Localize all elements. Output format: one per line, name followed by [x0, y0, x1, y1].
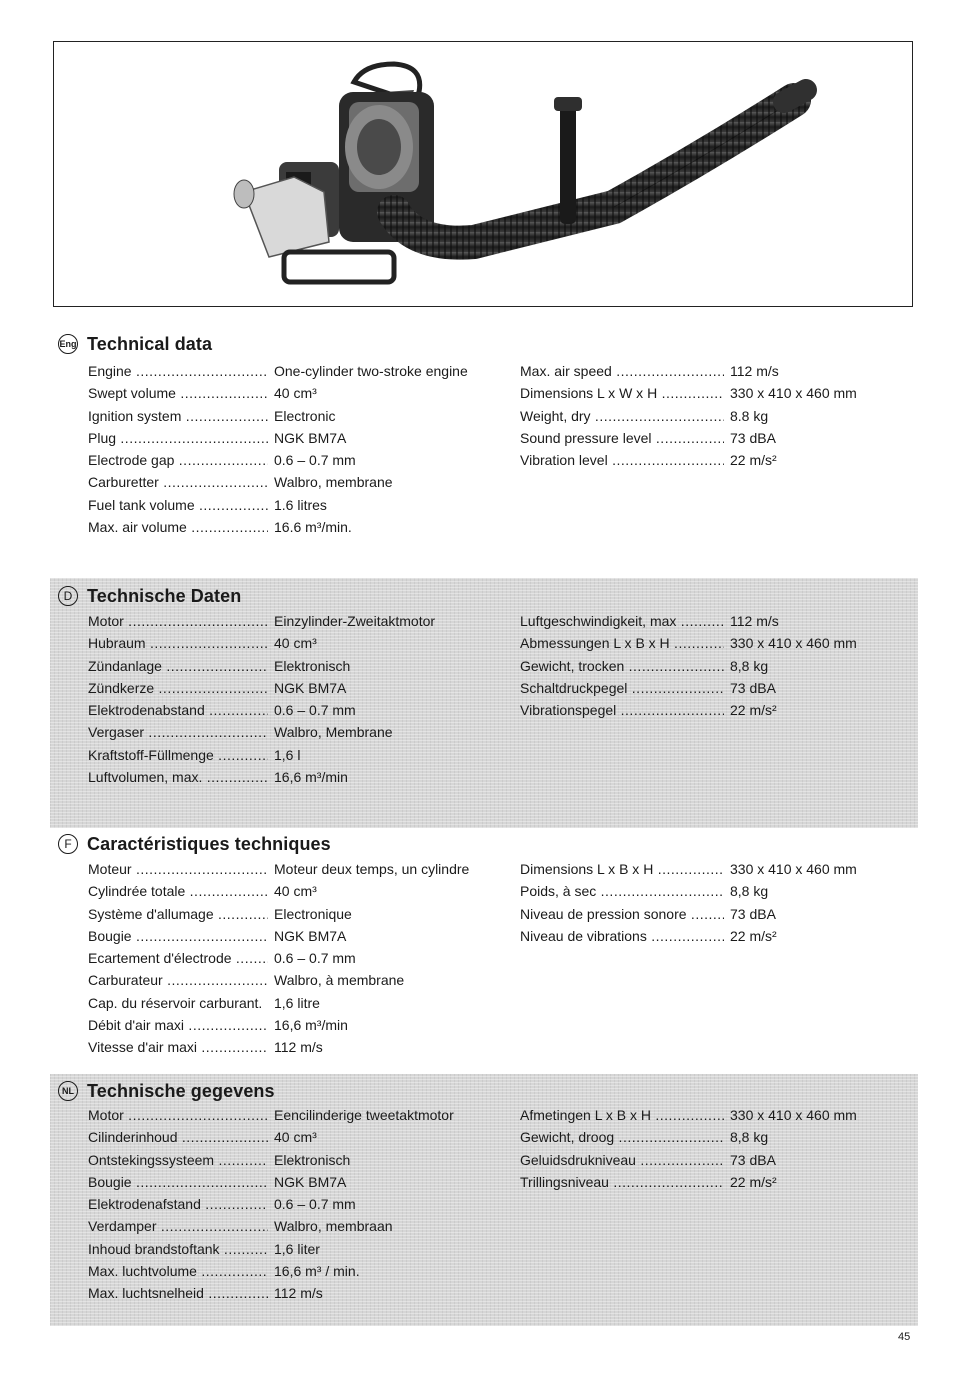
spec-label: Ignition system ..... — [88, 405, 268, 427]
spec-value: 1,6 liter — [274, 1240, 320, 1257]
spec-row — [88, 360, 488, 382]
spec-value: Moteur deux temps, un cylindre — [274, 861, 470, 877]
spec-column-left — [88, 610, 488, 788]
spec-label: Sound pressure level ..... — [520, 427, 724, 449]
spec-column-left — [88, 1104, 488, 1305]
spec-value: 73 dBA — [730, 1151, 776, 1168]
spec-row — [88, 858, 488, 880]
spec-value: 330 x 410 x 460 mm — [730, 861, 857, 877]
section-heading — [58, 1079, 275, 1103]
spec-row — [88, 969, 488, 991]
spec-value: 330 x 410 x 460 mm — [730, 635, 857, 652]
spec-row — [88, 471, 488, 493]
spec-row — [520, 677, 918, 699]
spec-value: NGK BM7A — [274, 1173, 347, 1190]
spec-value: 0.6 – 0.7 mm — [274, 950, 356, 967]
spec-row — [88, 1126, 488, 1148]
spec-label: Dimensions L x B x H ..... — [520, 858, 724, 880]
language-badge-icon: F — [58, 834, 78, 854]
spec-value: 16,6 m³/min — [274, 769, 348, 786]
spec-label: Ontstekingssysteem ..... — [88, 1149, 268, 1171]
spec-row — [88, 721, 488, 743]
spec-value: Walbro, à membrane — [274, 972, 405, 989]
spec-value: Elektronisch — [274, 657, 351, 674]
spec-label: Max. air volume ..... — [88, 516, 268, 538]
spec-row — [88, 947, 488, 969]
language-badge-icon: D — [58, 586, 78, 606]
spec-row — [88, 992, 488, 1014]
spec-row — [520, 858, 918, 880]
spec-label: Motor ..... — [88, 610, 268, 632]
spec-label: Vergaser ..... — [88, 721, 268, 743]
spec-value: 40 cm³ — [274, 385, 317, 402]
spec-value: Elektronisch — [274, 1151, 351, 1168]
spec-value: 1,6 l — [274, 746, 301, 763]
spec-label: Fuel tank volume ..... — [88, 494, 268, 516]
spec-row — [520, 632, 918, 654]
spec-row — [88, 405, 488, 427]
spec-label: Gewicht, trocken ..... — [520, 655, 724, 677]
spec-row — [88, 903, 488, 925]
spec-row — [520, 382, 918, 404]
spec-row — [88, 449, 488, 471]
spec-label: Vibration level ..... — [520, 449, 724, 471]
spec-value: 112 m/s — [274, 1285, 323, 1302]
spec-value: 40 cm³ — [274, 883, 317, 900]
spec-label: Zündkerze ..... — [88, 677, 268, 699]
spec-value: 73 dBA — [730, 429, 776, 446]
spec-value: 16,6 m³/min — [274, 1017, 348, 1034]
spec-label: Engine ..... — [88, 360, 268, 382]
spec-row — [520, 405, 918, 427]
spec-row — [520, 880, 918, 902]
spec-label: Vitesse d'air maxi ..... — [88, 1036, 268, 1058]
spec-label: Luftgeschwindigkeit, max ..... — [520, 610, 724, 632]
spec-value: 330 x 410 x 460 mm — [730, 1107, 857, 1123]
spec-column-right — [520, 610, 918, 721]
spec-label: Dimensions L x W x H ..... — [520, 382, 724, 404]
spec-label: Hubraum ..... — [88, 632, 268, 654]
spec-row — [520, 699, 918, 721]
spec-value: 0.6 – 0.7 mm — [274, 452, 356, 469]
spec-label: Carburetter ..... — [88, 471, 268, 493]
spec-row — [88, 382, 488, 404]
spec-value: NGK BM7A — [274, 679, 347, 696]
language-badge-icon: NL — [58, 1081, 78, 1101]
spec-label: Abmessungen L x B x H ..... — [520, 632, 724, 654]
spec-label: Luftvolumen, max. ..... — [88, 766, 268, 788]
spec-value: 16.6 m³/min. — [274, 519, 352, 536]
spec-row — [520, 360, 918, 382]
spec-label: Max. luchtvolume ..... — [88, 1260, 268, 1282]
spec-row — [88, 1238, 488, 1260]
spec-value: NGK BM7A — [274, 429, 347, 446]
leaf-blower-illustration — [54, 42, 912, 306]
spec-label: Motor ..... — [88, 1104, 268, 1126]
spec-row — [88, 1149, 488, 1171]
section-heading — [58, 332, 212, 356]
spec-row — [88, 925, 488, 947]
section-title: Technische Daten — [87, 585, 242, 606]
spec-value: 112 m/s — [730, 613, 779, 629]
spec-row — [88, 1260, 488, 1282]
spec-label: Débit d'air maxi ..... — [88, 1014, 268, 1036]
spec-label: Electrode gap ..... — [88, 449, 268, 471]
product-photo-frame — [53, 41, 913, 307]
spec-label: Bougie ..... — [88, 925, 268, 947]
spec-value: Walbro, membraan — [274, 1218, 393, 1235]
spec-value: 22 m/s² — [730, 702, 777, 719]
spec-column-left — [88, 858, 488, 1059]
spec-column-right — [520, 360, 918, 471]
spec-row — [520, 1104, 918, 1126]
spec-column-left — [88, 360, 488, 538]
spec-label: Niveau de pression sonore ..... — [520, 903, 724, 925]
spec-row — [88, 427, 488, 449]
spec-label: Système d'allumage ..... — [88, 903, 268, 925]
section-title: Technical data — [87, 333, 213, 354]
spec-row — [520, 655, 918, 677]
spec-label: Schaltdruckpegel ..... — [520, 677, 724, 699]
spec-row — [88, 699, 488, 721]
spec-row — [520, 1149, 918, 1171]
spec-value: 1,6 litre — [274, 994, 320, 1011]
spec-value: 0.6 – 0.7 mm — [274, 1196, 356, 1213]
spec-label: Gewicht, droog ..... — [520, 1126, 724, 1148]
spec-label: Verdamper ..... — [88, 1215, 268, 1237]
spec-value: 8,8 kg — [730, 1129, 769, 1146]
spec-value: 8,8 kg — [730, 657, 769, 674]
spec-value: Electronic — [274, 407, 336, 424]
spec-label: Carburateur ..... — [88, 969, 268, 991]
spec-value: 16,6 m³ / min. — [274, 1263, 360, 1280]
spec-value: 0.6 – 0.7 mm — [274, 702, 356, 719]
spec-value: 40 cm³ — [274, 635, 317, 652]
spec-row — [88, 516, 488, 538]
spec-value: Electronique — [274, 905, 352, 922]
spec-value: 22 m/s² — [730, 452, 777, 469]
spec-label: Poids, à sec ..... — [520, 880, 724, 902]
spec-label: Zündanlage ..... — [88, 655, 268, 677]
spec-label: Vibrationspegel ..... — [520, 699, 724, 721]
spec-row — [88, 1171, 488, 1193]
spec-label: Elektrodenafstand ..... — [88, 1193, 268, 1215]
section-dutch — [50, 1074, 918, 1326]
spec-label: Ecartement d'électrode ..... — [88, 947, 268, 969]
section-german — [50, 578, 918, 828]
spec-row — [88, 1036, 488, 1058]
section-heading — [58, 832, 331, 856]
spec-label: Plug ..... — [88, 427, 268, 449]
spec-row — [88, 744, 488, 766]
spec-value: 1.6 litres — [274, 496, 327, 513]
spec-value: 330 x 410 x 460 mm — [730, 385, 857, 402]
spec-row — [520, 1126, 918, 1148]
spec-label: Cylindrée totale ..... — [88, 880, 268, 902]
spec-label: Max. luchtsnelheid ..... — [88, 1282, 268, 1304]
spec-value: Einzylinder-Zweitaktmotor — [274, 613, 436, 629]
spec-value: 112 m/s — [730, 363, 779, 379]
spec-row — [88, 880, 488, 902]
spec-row — [88, 610, 488, 632]
spec-label: Elektrodenabstand ..... — [88, 699, 268, 721]
spec-row — [88, 1282, 488, 1304]
spec-value: Eencilinderige tweetaktmotor — [274, 1107, 454, 1123]
spec-value: Walbro, membrane — [274, 474, 393, 491]
spec-value: 112 m/s — [274, 1039, 323, 1056]
section-french — [50, 832, 918, 1062]
spec-label: Kraftstoff-Füllmenge ..... — [88, 744, 268, 766]
spec-row — [520, 903, 918, 925]
spec-value: 73 dBA — [730, 905, 776, 922]
spec-row — [520, 1171, 918, 1193]
spec-value: NGK BM7A — [274, 927, 347, 944]
spec-label: Afmetingen L x B x H ..... — [520, 1104, 724, 1126]
spec-value: 22 m/s² — [730, 927, 777, 944]
spec-label: Trillingsniveau ..... — [520, 1171, 724, 1193]
spec-value: Walbro, Membrane — [274, 724, 393, 741]
section-title: Technische gegevens — [87, 1080, 275, 1101]
spec-label: Cilinderinhoud ..... — [88, 1126, 268, 1148]
spec-label: Weight, dry ..... — [520, 405, 724, 427]
spec-label: Bougie ..... — [88, 1171, 268, 1193]
spec-row — [88, 1104, 488, 1126]
spec-row — [88, 1014, 488, 1036]
spec-row — [88, 677, 488, 699]
spec-row — [520, 925, 918, 947]
section-english — [50, 332, 918, 552]
spec-value: 40 cm³ — [274, 1129, 317, 1146]
spec-value: 22 m/s² — [730, 1173, 777, 1190]
spec-row — [88, 1193, 488, 1215]
spec-value: 8.8 kg — [730, 407, 769, 424]
spec-row — [88, 766, 488, 788]
spec-label: Swept volume ..... — [88, 382, 268, 404]
spec-column-right — [520, 1104, 918, 1193]
spec-value: 8,8 kg — [730, 883, 769, 900]
section-title: Caractéristiques techniques — [87, 833, 331, 854]
spec-row — [520, 427, 918, 449]
spec-row — [520, 610, 918, 632]
spec-row — [88, 494, 488, 516]
spec-row — [88, 655, 488, 677]
spec-label: Inhoud brandstoftank ..... — [88, 1238, 268, 1260]
spec-row — [88, 1215, 488, 1237]
section-heading — [58, 584, 241, 608]
spec-value: One-cylinder two-stroke engine — [274, 363, 468, 379]
spec-label: Cap. du réservoir carburant. ..... — [88, 992, 268, 1014]
page-number: 45 — [898, 1331, 911, 1343]
spec-row — [520, 449, 918, 471]
spec-label: Max. air speed ..... — [520, 360, 724, 382]
spec-label: Geluidsdrukniveau ..... — [520, 1149, 724, 1171]
spec-label: Moteur ..... — [88, 858, 268, 880]
spec-column-right — [520, 858, 918, 947]
spec-row — [88, 632, 488, 654]
language-badge-icon: Eng — [58, 334, 78, 354]
spec-label: Niveau de vibrations ..... — [520, 925, 724, 947]
spec-value: 73 dBA — [730, 679, 776, 696]
